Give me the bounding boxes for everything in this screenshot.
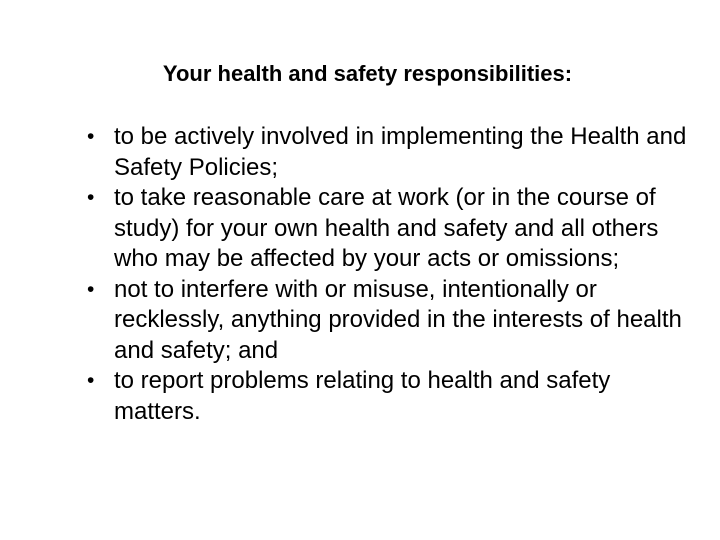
responsibilities-list [87, 122, 694, 427]
list-item [87, 183, 694, 275]
bullet-icon: • [87, 186, 95, 209]
list-item-text: to report problems relating to health and safety matters. [114, 367, 611, 425]
list-item [87, 122, 694, 183]
bullet-icon: • [87, 277, 95, 301]
bullet-icon: • [87, 369, 95, 392]
list-item [87, 366, 694, 427]
bullet-icon: • [87, 125, 95, 148]
list-item [87, 275, 694, 367]
list-item-text: to take reasonable care at work (or in the course of study) for your own health and safety and all others who may be affected by your acts or omissions; [114, 184, 659, 272]
list-item-text: not to interfere with or misuse, intentionally or recklessly, anything provided in the interests of health and safety; and [114, 275, 682, 364]
list-item-text: to be actively involved in implementing the Health and Safety Policies; [114, 123, 687, 181]
slide-title: Your health and safety responsibilities: [162, 61, 573, 86]
